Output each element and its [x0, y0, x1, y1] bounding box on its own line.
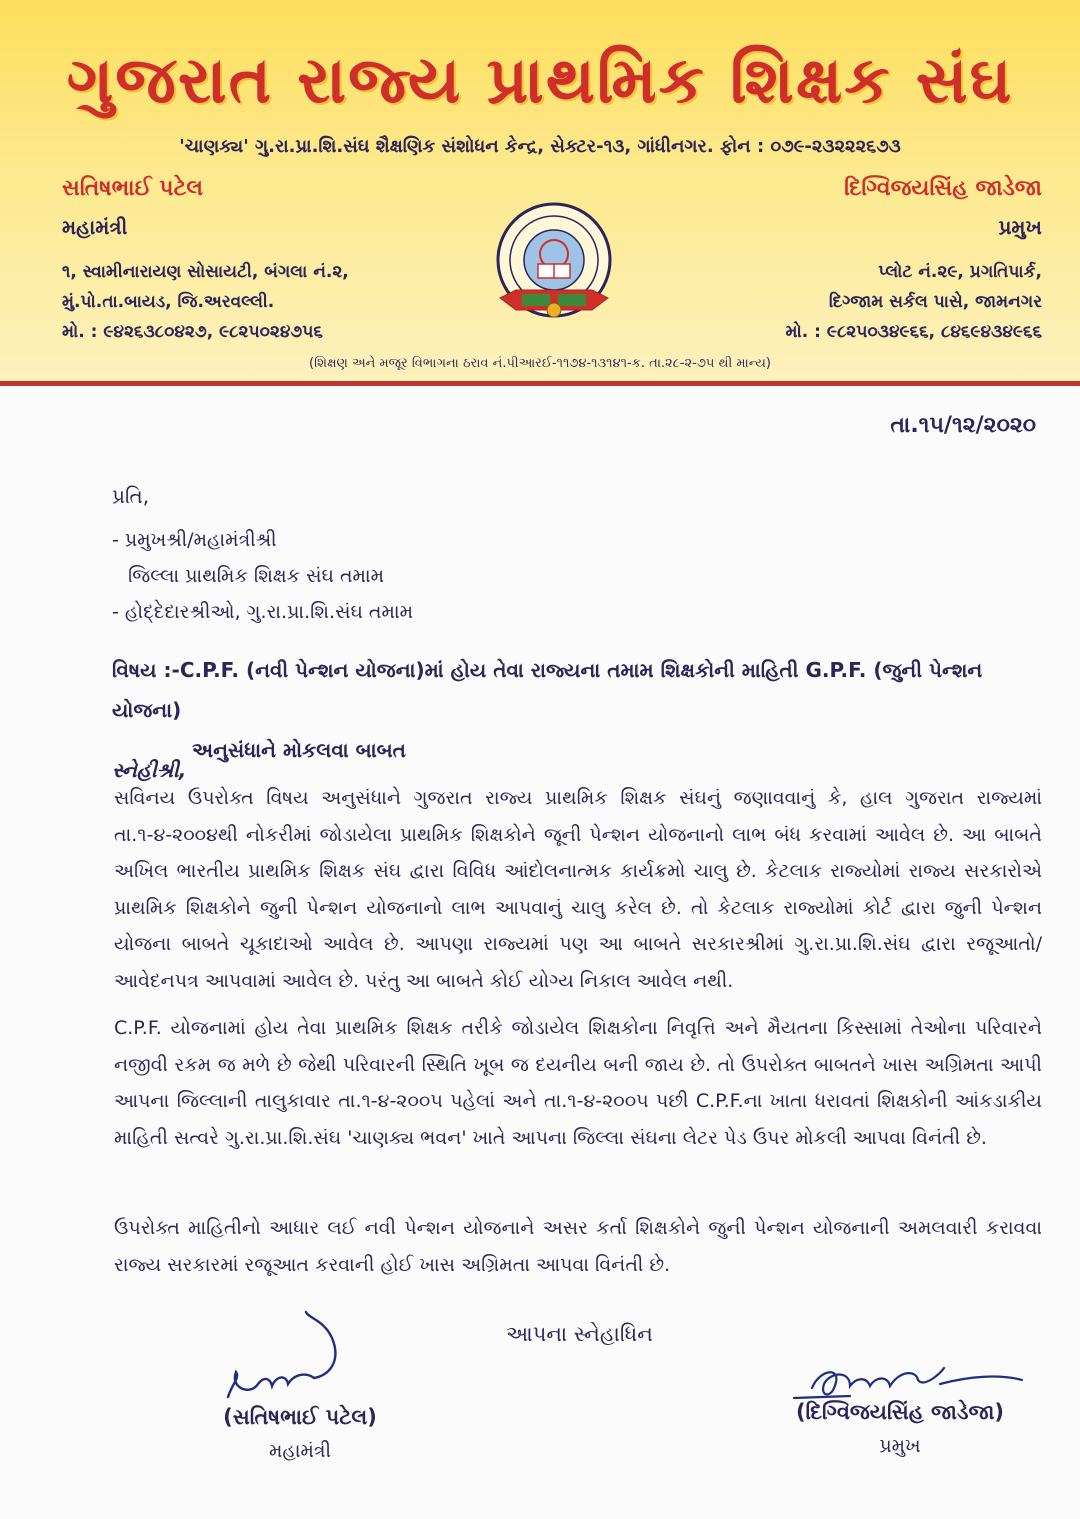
right-signatory-role: પ્રમુખ — [879, 1435, 921, 1457]
subject-line1: C.P.F. (નવી પેન્શન યોજના)માં હોય તેવા રાજ્યના તમામ શિક્ષકોની માહિતી G.P.F. (જુની પેન્શન યોજના) — [112, 658, 983, 722]
recipients-list — [112, 522, 1042, 630]
president-block — [622, 176, 1042, 347]
general-secretary-address-line2: મું.પો.તા.બાયડ, જિ.અરવલ્લી. — [62, 292, 275, 312]
general-secretary-name: સતિષભાઈ પટેલ — [62, 176, 204, 201]
paragraph-1: સવિનય ઉપરોક્ત વિષય અનુસંધાને ગુજરાત રાજ્ય પ્રાથમિક શિક્ષક સંઘનું જણાવવાનું કે, હાલ ગુજરાત રાજ્યમાં તા.૧-૪-૨૦૦૪થી નોકરીમાં જોડાયેલા પ્રાથમિક શિક્ષકોને જૂની પેન્શન યોજનાનો લાભ બંધ કરવામાં આવેલ છે. આ બાબતે અખિલ ભારતીય પ્રાથમિક શિક્ષક સંઘ દ્વારા વિવિધ આંદોલનાત્મક કાર્યક્રમો ચાલુ છે. કેટલાક રાજ્યોમાં રાજ્ય સરકારોએ પ્રાથમિક શિક્ષકોને જુની પેન્શન યોજનાનો લાભ આપવાનું ચાલુ કરેલ છે. તો કેટલાક રાજ્યોમાં કોર્ટ દ્વારા જુની પેન્શન યોજના બાબતે ચૂકાદાઓ આવેલ છે. આપણા રાજ્યમાં પણ આ બાબતે સરકારશ્રીમાં ગુ.રા.પ્રા.શિ.સંઘ દ્વારા રજૂઆતો/આવેદનપત્ર આપવામાં આવેલ છે. પરંતુ આ બાબતે કોઈ યોગ્ય નિકાલ આવેલ નથી. — [114, 787, 1042, 992]
subject-line2: અનુસંધાને મોકલવા બાબત — [192, 738, 406, 762]
left-signatory-role: મહામંત્રી — [268, 1440, 332, 1462]
paragraph-3: ઉપરોક્ત માહિતીનો આધાર લઈ નવી પેન્શન યોજનાને અસર કર્તા શિક્ષકોને જુની પેન્શન યોજનાની અમલવારી કરાવવા રાજ્ય સરકારમાં રજૂઆત કરવાની હોઈ ખાસ અગ્રિમતા આપવા વિનંતી છે. — [114, 1217, 1042, 1276]
organization-title: ગુજરાત રાજ્ય પ્રાથમિક શિક્ષક સંઘ — [66, 44, 1014, 118]
to-label: પ્રતિ, — [112, 484, 150, 508]
recipient-line: - પ્રમુખશ્રી/મહામંત્રીશ્રી — [112, 529, 277, 551]
general-secretary-block — [62, 176, 482, 347]
left-signatory — [205, 1405, 395, 1462]
president-role: પ્રમુખ — [998, 215, 1042, 239]
closing-phrase: આપના સ્નેહાધિન — [506, 1322, 653, 1346]
general-secretary-phone: મો. : ૯૪૨૬૩૮૦૪૨૭, ૯૮૨૫૦૨૪૭૫૬ — [62, 322, 323, 342]
subject — [112, 650, 1047, 770]
recipient-line: જિલ્લા પ્રાથમિક શિક્ષક સંઘ તમામ — [128, 565, 385, 587]
association-emblem-icon — [486, 198, 622, 334]
left-signature-icon — [210, 1292, 360, 1412]
salutation: સ્નેહીશ્રી, — [112, 758, 187, 782]
recipient-line: - હોદ્દેદારશ્રીઓ, ગુ.રા.પ્રા.શિ.સંઘ તમામ — [112, 601, 414, 623]
general-secretary-role: મહામંત્રી — [62, 215, 128, 239]
right-signatory-name: (દિગ્વિજયસિંહ જાડેજા) — [795, 1400, 1005, 1424]
left-signatory-name: (સતિષભાઈ પટેલ) — [223, 1405, 377, 1429]
president-address-line1: પ્લોટ નં.૨૯, પ્રગતિપાર્ક, — [878, 262, 1042, 282]
letterhead — [0, 0, 1080, 386]
paragraph-2: C.P.F. યોજનામાં હોય તેવા પ્રાથમિક શિક્ષક તરીકે જોડાયેલ શિક્ષકોના નિવૃત્તિ અને મૈયતના કિસ્સામાં તેઓના પરિવારને નજીવી રકમ જ મળે છે જેથી પરિવારની સ્થિતિ ખૂબ જ દયનીય બની જાય છે. તો ઉપરોક્ત બાબતને ખાસ અગ્રિમતા આપી આપના જિલ્લાની તાલુકાવાર તા.૧-૪-૨૦૦૫ પહેલાં અને તા.૧-૪-૨૦૦૫ પછી C.P.F.ના ખાતા ધરાવતાં શિક્ષકોની આંકડાકીય માહિતી સત્વરે ગુ.રા.પ્રા.શિ.સંઘ 'ચાણક્ય ભવન' ખાતે આપના જિલ્લા સંઘના લેટર પેડ ઉપર મોકલી આપવા વિનંતી છે. — [114, 1017, 1042, 1149]
general-secretary-address-line1: ૧, સ્વામીનારાયણ સોસાયટી, બંગલા નં.૨, — [62, 262, 349, 282]
recognition-note: (શિક્ષણ અને મજૂર વિભાગના ઠરાવ નં.પીઆરઈ-૧૧૭૪-૧૩૧૪૧-ક. તા.૨૮-૨-૭૫ થી માન્ય) — [309, 356, 771, 371]
right-signatory — [795, 1400, 1005, 1457]
president-address-line2: દિગ્જામ સર્કલ પાસે, જામનગર — [828, 292, 1042, 312]
president-phone: મો. : ૯૮૨૫૦૩૪૯૬૬, ૮૪૬૯૪૩૪૯૬૬ — [785, 322, 1042, 342]
organization-address: 'ચાણક્ય' ગુ.રા.પ્રા.શિ.સંઘ શૈક્ષણિક સંશોધન કેન્દ્ર, સેક્ટર-૧૩, ગાંધીનગર. ફોન : ૦૭૯-૨૩૨૨૨૬૭૩ — [179, 136, 901, 157]
subject-label: વિષય :- — [112, 658, 180, 682]
letter-date: તા.૧૫/૧૨/૨૦૨૦ — [890, 413, 1036, 438]
president-name: દિગ્વિજયસિંહ જાડેજા — [844, 176, 1042, 201]
